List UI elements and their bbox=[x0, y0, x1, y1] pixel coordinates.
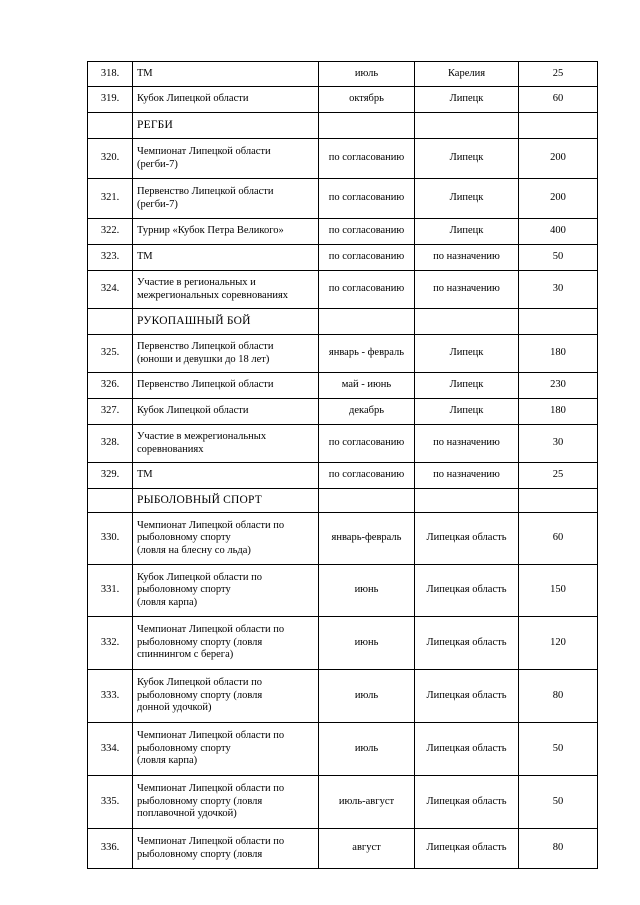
event-date: январь - февраль bbox=[319, 335, 415, 373]
section-num-cell bbox=[88, 489, 133, 513]
event-place: по назначению bbox=[415, 245, 519, 271]
event-place: Липецк bbox=[415, 335, 519, 373]
event-place: Липецкая область bbox=[415, 670, 519, 723]
participant-count: 25 bbox=[519, 463, 598, 489]
participant-count: 60 bbox=[519, 87, 598, 113]
event-place: Липецк bbox=[415, 373, 519, 399]
table-row bbox=[88, 271, 598, 309]
participant-count: 400 bbox=[519, 219, 598, 245]
event-name: Чемпионат Липецкой области по рыболовному спорту (ловля bbox=[133, 829, 319, 869]
event-place: Карелия bbox=[415, 62, 519, 87]
section-count-cell bbox=[519, 113, 598, 139]
row-number: 324. bbox=[88, 271, 133, 309]
event-name: ТМ bbox=[133, 245, 319, 271]
event-place: Липецкая область bbox=[415, 776, 519, 829]
event-place: по назначению bbox=[415, 271, 519, 309]
participant-count: 50 bbox=[519, 245, 598, 271]
participant-count: 80 bbox=[519, 670, 598, 723]
participant-count: 50 bbox=[519, 723, 598, 776]
row-number: 328. bbox=[88, 425, 133, 463]
event-name: Первенство Липецкой области (регби-7) bbox=[133, 179, 319, 219]
event-place: Липецкая область bbox=[415, 565, 519, 617]
event-name: Чемпионат Липецкой области по рыболовному спорту (ловля спиннингом с берега) bbox=[133, 617, 319, 670]
event-place: Липецкая область bbox=[415, 723, 519, 776]
row-number: 318. bbox=[88, 62, 133, 87]
participant-count: 25 bbox=[519, 62, 598, 87]
participant-count: 80 bbox=[519, 829, 598, 869]
event-place: Липецк bbox=[415, 139, 519, 179]
event-place: Липецк bbox=[415, 399, 519, 425]
event-date: май - июнь bbox=[319, 373, 415, 399]
event-date: август bbox=[319, 829, 415, 869]
participant-count: 50 bbox=[519, 776, 598, 829]
section-row bbox=[88, 489, 598, 513]
event-place: Липецк bbox=[415, 87, 519, 113]
section-date-cell bbox=[319, 489, 415, 513]
section-num-cell bbox=[88, 309, 133, 335]
event-name: Кубок Липецкой области bbox=[133, 399, 319, 425]
event-date: январь-февраль bbox=[319, 513, 415, 565]
table-row bbox=[88, 373, 598, 399]
table-row bbox=[88, 179, 598, 219]
participant-count: 30 bbox=[519, 271, 598, 309]
table-row bbox=[88, 617, 598, 670]
participant-count: 180 bbox=[519, 399, 598, 425]
table-row bbox=[88, 219, 598, 245]
section-title: РЫБОЛОВНЫЙ СПОРТ bbox=[133, 489, 319, 513]
event-name: ТМ bbox=[133, 463, 319, 489]
events-table bbox=[87, 61, 598, 869]
event-date: по согласованию bbox=[319, 271, 415, 309]
section-count-cell bbox=[519, 489, 598, 513]
section-place-cell bbox=[415, 309, 519, 335]
event-name: Первенство Липецкой области bbox=[133, 373, 319, 399]
event-name: Турнир «Кубок Петра Великого» bbox=[133, 219, 319, 245]
table-row bbox=[88, 463, 598, 489]
table-row bbox=[88, 139, 598, 179]
row-number: 327. bbox=[88, 399, 133, 425]
event-name: Кубок Липецкой области bbox=[133, 87, 319, 113]
section-date-cell bbox=[319, 113, 415, 139]
table-row bbox=[88, 245, 598, 271]
row-number: 335. bbox=[88, 776, 133, 829]
participant-count: 180 bbox=[519, 335, 598, 373]
event-place: Липецк bbox=[415, 219, 519, 245]
event-date: по согласованию bbox=[319, 425, 415, 463]
row-number: 319. bbox=[88, 87, 133, 113]
event-date: июль bbox=[319, 62, 415, 87]
row-number: 329. bbox=[88, 463, 133, 489]
event-date: июль bbox=[319, 670, 415, 723]
participant-count: 200 bbox=[519, 179, 598, 219]
participant-count: 60 bbox=[519, 513, 598, 565]
participant-count: 30 bbox=[519, 425, 598, 463]
event-name: Кубок Липецкой области по рыболовному спорту (ловля карпа) bbox=[133, 565, 319, 617]
event-name: Чемпионат Липецкой области по рыболовному спорту (ловля на блесну со льда) bbox=[133, 513, 319, 565]
row-number: 334. bbox=[88, 723, 133, 776]
event-date: июль bbox=[319, 723, 415, 776]
event-name: Участие в региональных и межрегиональных соревнованиях bbox=[133, 271, 319, 309]
table-row bbox=[88, 723, 598, 776]
section-place-cell bbox=[415, 113, 519, 139]
event-name: Участие в межрегиональных соревнованиях bbox=[133, 425, 319, 463]
event-name: Кубок Липецкой области по рыболовному спорту (ловля донной удочкой) bbox=[133, 670, 319, 723]
event-date: декабрь bbox=[319, 399, 415, 425]
row-number: 332. bbox=[88, 617, 133, 670]
row-number: 333. bbox=[88, 670, 133, 723]
row-number: 321. bbox=[88, 179, 133, 219]
event-name: ТМ bbox=[133, 62, 319, 87]
row-number: 322. bbox=[88, 219, 133, 245]
event-date: по согласованию bbox=[319, 179, 415, 219]
table-row bbox=[88, 776, 598, 829]
section-title: РЕГБИ bbox=[133, 113, 319, 139]
section-num-cell bbox=[88, 113, 133, 139]
row-number: 326. bbox=[88, 373, 133, 399]
table-row bbox=[88, 425, 598, 463]
table-row bbox=[88, 62, 598, 87]
event-place: Липецкая область bbox=[415, 617, 519, 670]
section-row bbox=[88, 309, 598, 335]
section-date-cell bbox=[319, 309, 415, 335]
table-row bbox=[88, 670, 598, 723]
event-date: по согласованию bbox=[319, 139, 415, 179]
events-table-body bbox=[88, 62, 598, 869]
participant-count: 150 bbox=[519, 565, 598, 617]
row-number: 320. bbox=[88, 139, 133, 179]
event-place: Липецкая область bbox=[415, 513, 519, 565]
table-row bbox=[88, 565, 598, 617]
event-place: по назначению bbox=[415, 425, 519, 463]
table-row bbox=[88, 399, 598, 425]
event-place: Липецкая область bbox=[415, 829, 519, 869]
participant-count: 120 bbox=[519, 617, 598, 670]
event-name: Первенство Липецкой области (юноши и девушки до 18 лет) bbox=[133, 335, 319, 373]
event-date: по согласованию bbox=[319, 245, 415, 271]
section-place-cell bbox=[415, 489, 519, 513]
event-place: Липецк bbox=[415, 179, 519, 219]
event-name: Чемпионат Липецкой области по рыболовному спорту (ловля карпа) bbox=[133, 723, 319, 776]
section-count-cell bbox=[519, 309, 598, 335]
row-number: 336. bbox=[88, 829, 133, 869]
table-row bbox=[88, 513, 598, 565]
event-date: июнь bbox=[319, 617, 415, 670]
section-row bbox=[88, 113, 598, 139]
participant-count: 200 bbox=[519, 139, 598, 179]
event-name: Чемпионат Липецкой области (регби-7) bbox=[133, 139, 319, 179]
event-date: июль-август bbox=[319, 776, 415, 829]
row-number: 331. bbox=[88, 565, 133, 617]
table-row bbox=[88, 335, 598, 373]
event-name: Чемпионат Липецкой области по рыболовному спорту (ловля поплавочной удочкой) bbox=[133, 776, 319, 829]
row-number: 325. bbox=[88, 335, 133, 373]
event-date: октябрь bbox=[319, 87, 415, 113]
event-date: июнь bbox=[319, 565, 415, 617]
event-place: по назначению bbox=[415, 463, 519, 489]
row-number: 323. bbox=[88, 245, 133, 271]
table-row bbox=[88, 829, 598, 869]
event-date: по согласованию bbox=[319, 463, 415, 489]
section-title: РУКОПАШНЫЙ БОЙ bbox=[133, 309, 319, 335]
row-number: 330. bbox=[88, 513, 133, 565]
table-row bbox=[88, 87, 598, 113]
participant-count: 230 bbox=[519, 373, 598, 399]
event-date: по согласованию bbox=[319, 219, 415, 245]
